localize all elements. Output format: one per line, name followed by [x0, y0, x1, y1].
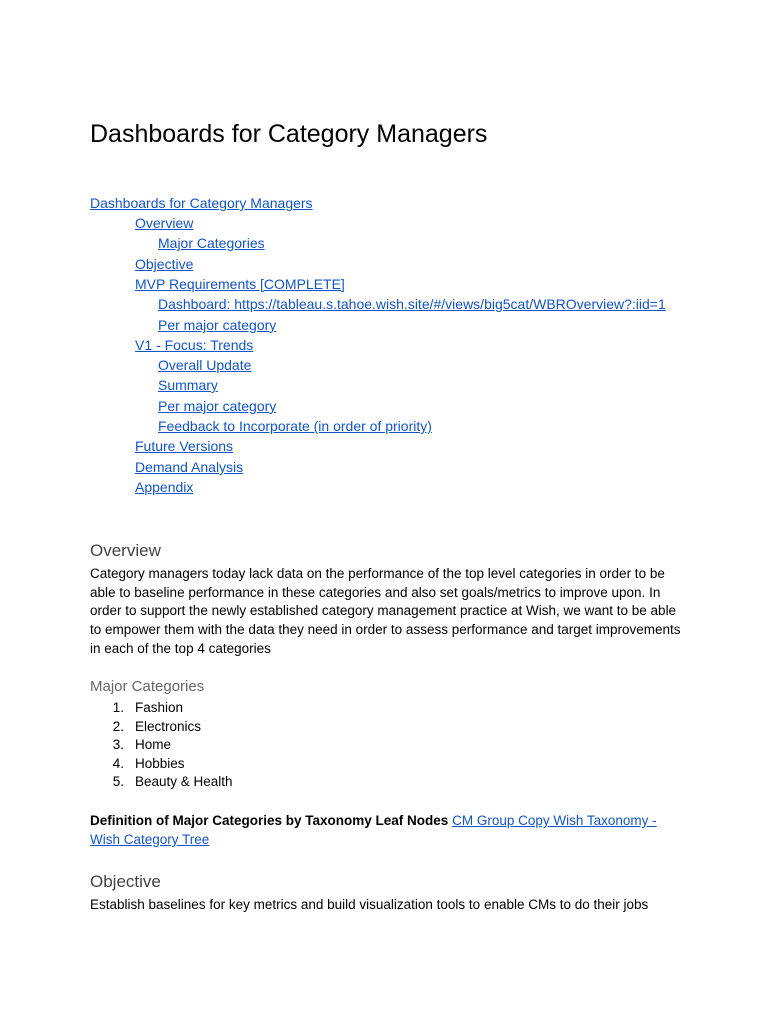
document-title: Dashboards for Category Managers [90, 120, 488, 148]
toc-link-per-major-category-v1[interactable]: Per major category [158, 398, 277, 414]
list-item-number: 3. [112, 737, 124, 753]
list-item-label: Home [135, 737, 172, 753]
list-item [90, 755, 390, 774]
list-item-label: Hobbies [135, 755, 185, 771]
list-item [90, 773, 390, 792]
list-item-number: 2. [112, 718, 124, 734]
overview-heading: Overview [90, 541, 161, 560]
toc-link-v1-focus-trends[interactable]: V1 - Focus: Trends [135, 337, 254, 353]
definition-label: Definition of Major Categories by Taxonomy Leaf Nodes [90, 813, 449, 828]
list-item-label: Beauty & Health [135, 774, 233, 790]
toc-link-feedback-to-incorporate[interactable]: Feedback to Incorporate (in order of priority) [158, 418, 432, 434]
objective-heading: Objective [90, 872, 161, 891]
toc-link-per-major-category[interactable]: Per major category [158, 317, 277, 333]
major-categories-list [90, 699, 390, 792]
list-item-label: Electronics [135, 718, 202, 734]
toc-link-appendix[interactable]: Appendix [135, 479, 194, 495]
list-item-number: 5. [112, 774, 124, 790]
list-item [90, 736, 390, 755]
toc-link-dashboard-url[interactable]: Dashboard: https://tableau.s.tahoe.wish.site/#/views/big5cat/WBROverview?:iid=1 [158, 296, 666, 312]
toc-link-dashboards-for-category-managers[interactable]: Dashboards for Category Managers [90, 195, 313, 211]
list-item-label: Fashion [135, 700, 184, 715]
list-item-number: 4. [112, 755, 124, 771]
objective-paragraph: Establish baselines for key metrics and build visualization tools to enable CMs to do their jobs [90, 897, 649, 912]
toc-link-mvp-requirements[interactable]: MVP Requirements [COMPLETE] [135, 276, 345, 292]
toc-link-overview[interactable]: Overview [135, 215, 194, 231]
list-item [90, 718, 390, 737]
toc-link-overall-update[interactable]: Overall Update [158, 357, 252, 373]
toc-link-future-versions[interactable]: Future Versions [135, 438, 234, 454]
major-categories-heading: Major Categories [90, 678, 205, 695]
toc-link-major-categories[interactable]: Major Categories [158, 235, 265, 251]
overview-paragraph: Category managers today lack data on the performance of the top level categories in order to be able to baseline performance in these categories and also set goals/metrics to improve upon. In order to support the newly established category management practice at Wish, we want to be able to empower them with the data they need in order to assess performance and target improvements in each of the top 4 categories [90, 566, 681, 656]
taxonomy-link[interactable]: CM Group Copy Wish Taxonomy - Wish Category Tree [90, 813, 657, 847]
toc-link-demand-analysis[interactable]: Demand Analysis [135, 459, 244, 475]
toc-link-summary[interactable]: Summary [158, 377, 218, 393]
list-item-number: 1. [112, 700, 124, 715]
definition-paragraph [90, 811, 690, 849]
toc-link-objective[interactable]: Objective [135, 256, 194, 272]
list-item [90, 699, 390, 718]
